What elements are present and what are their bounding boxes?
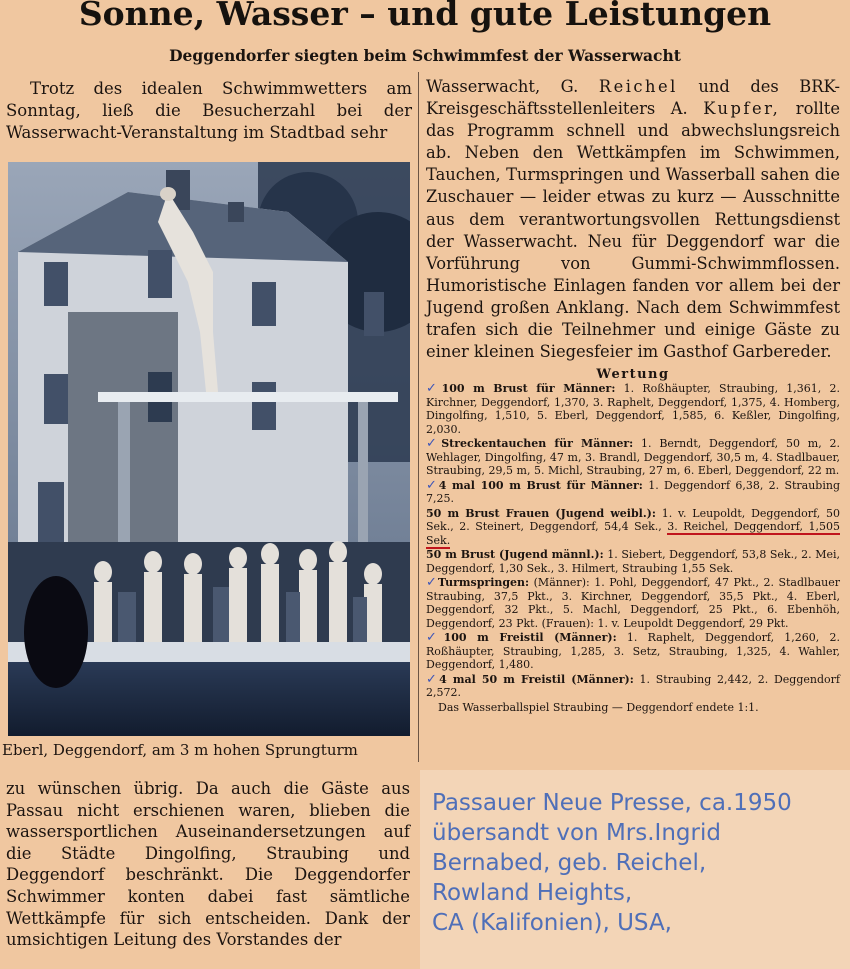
check-mark-icon: ✓ [426,477,439,493]
annotation-line: Rowland Heights, [432,880,633,906]
lower-left-text: zu wünschen übrig. Da auch die Gäste aus Passau nicht erschienen waren, blieben die wassersportlichen Auseinandersetzungen auf die Städte Dingolfing, Straubing und Deggendorf beschränkt. Die Deggendorfer Schwimmer konten dabei fast sämtliche Wettkämpfe für sich entscheiden. Dank der umsichtigen Leitung des Vorstandes der [6,779,410,950]
annotation-line: CA (Kalifonien), USA, [432,910,672,936]
name-kupfer: Kupfer, [703,99,781,119]
result-item [426,437,840,478]
photo-image [8,162,410,736]
final-result-line: Das Wasserballspiel Straubing — Deggendorf endete 1:1. [438,700,759,714]
results-list [426,382,840,714]
photo-diving-tower [8,162,410,736]
handwritten-annotation [432,788,842,938]
right-column [426,76,840,715]
result-event: 100 m Brust für Männer: [441,382,616,396]
article-subheadline: Deggendorfer siegten beim Schwimmfest der Wasserwacht [169,46,681,65]
left-column-text: Trotz des idealen Schwimmwetters am Sonntag, ließ die Besucherzahl bei der Wasserwacht-Veranstaltung im Stadtbad sehr [6,79,412,142]
result-text: 1. Raphelt, Deggendorf, 1,260, 2. Roßhäupter, Straubing, 1,285, 3. Setz, Straubing, 1,325, 4. Wahler, Deggendorf, 1,480. [426,631,841,672]
result-text: 1. Roßhäupter, Straubing, 1,361, 2. Kirchner, Deggendorf, 1,370, 3. Raphelt, Deggendorf, 1,375, 4. Homberg, Dingolfing, 1,510, 5. Eberl, Deggendorf, 1,585, 6. Keßler, Dingolfing, 2,030. [426,382,840,436]
annotation-line: übersandt von Mrs.Ingrid [432,820,721,846]
check-mark-icon: ✓ [426,381,442,397]
right-text-start: Wasserwacht, G. [426,77,579,96]
result-event: 100 m Freistil (Männer): [443,631,617,645]
check-mark-icon: ✓ [426,630,444,646]
check-mark-icon: ✓ [426,671,440,687]
result-text: 1. Siebert, Deggendorf, 53,8 Sek., 2. Mei, Deggendorf, 1,30 Sek., 3. Hilmert, Straubing 1,55 Sek. [426,548,840,575]
annotation-line: Passauer Neue Presse, ca.1950 [432,790,792,816]
right-column-text [426,76,840,363]
result-item [426,507,840,548]
photo-caption: Eberl, Deggendorf, am 3 m hohen Sprungturm [2,741,358,759]
result-text: 1. Straubing 2,442, 2. Deggendorf 2,572. [426,672,840,700]
right-text-rest: rollte das Programm schnell und abwechslungsreich ab. Neben den Wettkämpfen im Schwimmen, Tauchen, Turmspringen und Wasserball sahen die Zuschauer — leider etwas zu kurz — Ausschnitte aus dem verantwortungsvollen Rettungsdienst der Wasserwacht. Neu für Deggendorf war die Vorführung von Gummi-Schwimmflossen. Humoristische Einlagen fanden vor allem bei der Jugend großen Anklang. Nach dem Schwimmfest trafen sich die Teilnehmer und einige Gäste zu einer kleinen Siegesfeier im Gasthof Garbereder. [426,99,840,362]
result-item [426,673,840,700]
result-text: 1. v. Leupoldt, Deggendorf, 50 Sek., 2. Steinert, Deggendorf, 54,4 Sek., [426,506,841,534]
result-item [426,382,840,436]
result-item [426,479,840,506]
check-mark-icon: ✓ [426,575,438,591]
result-item [426,631,840,672]
result-event: 4 mal 50 m Freistil (Männer): [439,672,634,686]
column-divider [418,72,419,762]
annotation-line: Bernabed, geb. Reichel, [432,850,707,876]
lower-left-column [6,778,410,951]
check-mark-icon: ✓ [426,436,442,452]
result-event: Turmspringen: [437,576,530,590]
result-text: 1. Deggendorf 6,38, 2. Straubing 7,25. [426,478,840,506]
result-event: 50 m Brust Frauen (Jugend weibl.): [426,506,656,520]
result-item [426,576,840,630]
result-text: 1. Berndt, Deggendorf, 50 m, 2. Wehlager, Dingolfing, 47 m, 3. Brandl, Deggendorf, 30,5 m, 4. Stadlbauer, Straubing, 29,5 m, 5. Michl, Straubing, 27 m, 6. Eberl, Deggendorf, 22 m. [426,437,840,478]
result-item [426,548,840,575]
results-title: Wertung [596,367,670,383]
underlined-result: 3. Reichel, Deggendorf, 1,505 Sek. [426,520,840,547]
result-event: 50 m Brust (Jugend männl.): [426,548,604,562]
result-event: 4 mal 100 m Brust für Männer: [438,478,643,492]
result-event: Streckentauchen für Männer: [441,437,634,451]
article-headline: Sonne, Wasser – und gute Leistungen [78,0,772,33]
right-text-mid: und des BRK-Kreisgeschäftsstellenleiters A. [426,77,840,119]
left-column [6,78,412,144]
result-text: (Männer): 1. Pohl, Deggendorf, 47 Pkt., 2. Stadlbauer Straubing, 37,5 Pkt., 3. Kirchner, Deggendorf, 35,5 Pkt., 4. Eberl, Deggendorf, 32 Pkt., 5. Machl, Deggendorf, 25 Pkt., 6. Ebenhöh, Deggendorf, 23 Pkt. (Frauen): 1. v. Leupoldt Deggendorf, 29 Pkt. [426,576,840,630]
name-reichel: Reichel [598,77,678,96]
